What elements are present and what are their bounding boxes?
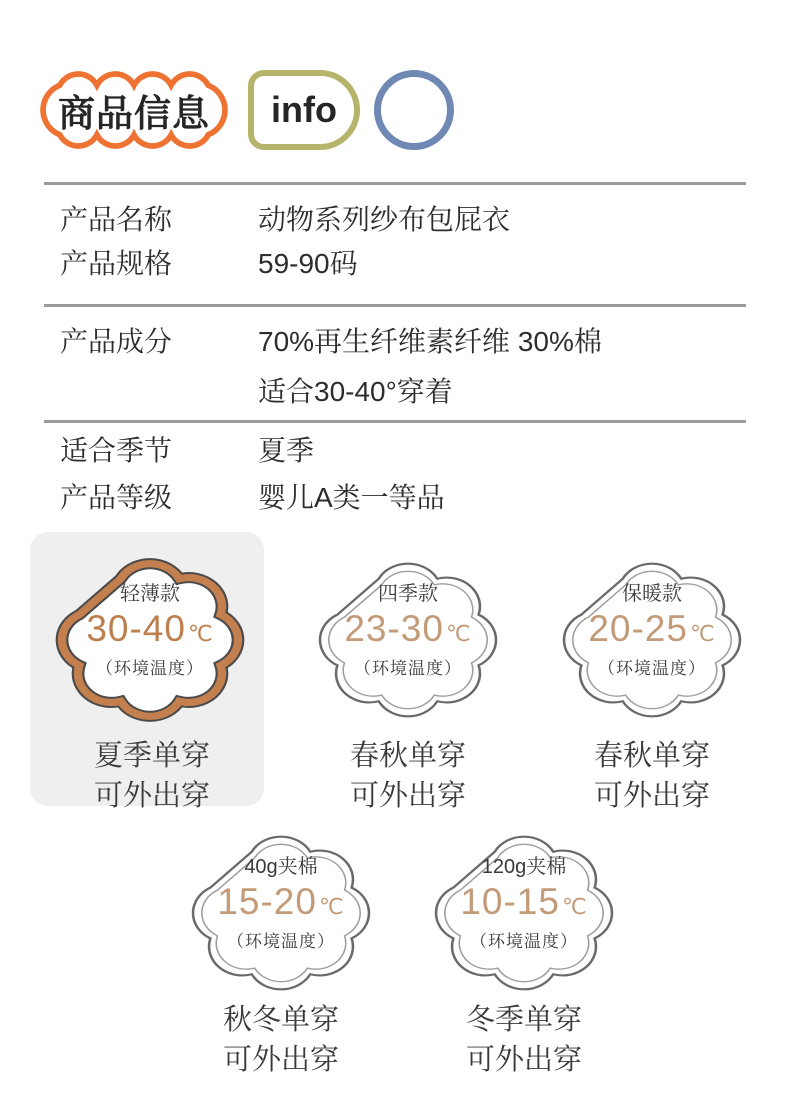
badge-note: （环境温度） <box>470 932 578 951</box>
spec-value-grade: 婴儿A类一等品 <box>258 482 445 513</box>
caption-line1: 夏季单穿 <box>93 740 210 772</box>
badge-caption <box>42 736 262 816</box>
badge-title: 120g夹棉 <box>481 856 567 878</box>
celsius-unit: ℃ <box>561 894 588 919</box>
badge-title: 保暖款 <box>622 583 682 605</box>
caption-line2: 可外出穿 <box>93 780 210 812</box>
badge-caption <box>414 1000 634 1080</box>
spec-value-material: 70%再生纤维素纤维 30%棉 <box>258 326 602 357</box>
celsius-unit: ℃ <box>689 621 716 646</box>
temp-badge-warm <box>554 555 750 725</box>
divider <box>44 182 746 185</box>
header <box>36 70 454 150</box>
spec-value-season: 夏季 <box>258 435 315 466</box>
badge-content <box>310 555 506 725</box>
divider <box>44 304 746 307</box>
badge-caption <box>298 736 518 816</box>
badge-content <box>426 828 622 998</box>
celsius-unit: ℃ <box>445 621 472 646</box>
spec-value-size: 59-90码 <box>258 248 358 279</box>
badge-title: 40g夹棉 <box>244 856 318 878</box>
badge-title: 轻薄款 <box>120 583 180 605</box>
caption-line2: 可外出穿 <box>222 1044 339 1076</box>
circle-decoration <box>374 70 454 150</box>
section-title-badge <box>36 70 232 150</box>
spec-label-material: 产品成分 <box>60 326 173 357</box>
temp-badge-lightweight <box>52 555 248 725</box>
celsius-unit: ℃ <box>318 894 345 919</box>
badge-note: （环境温度） <box>598 659 706 678</box>
badge-content <box>52 555 248 725</box>
badge-caption <box>171 1000 391 1080</box>
badge-title: 四季款 <box>378 583 438 605</box>
spec-label-size: 产品规格 <box>60 248 173 279</box>
caption-line1: 秋冬单穿 <box>222 1004 339 1036</box>
spec-label-name: 产品名称 <box>60 204 173 235</box>
page-title: 商品信息 <box>58 93 210 134</box>
divider <box>44 420 746 423</box>
caption-line2: 可外出穿 <box>593 780 710 812</box>
spec-value-name: 动物系列纱布包屁衣 <box>258 204 511 235</box>
caption-line1: 冬季单穿 <box>465 1004 582 1036</box>
info-badge: info <box>248 70 360 150</box>
badge-temperature: 15-20℃ <box>217 881 345 922</box>
badge-note: （环境温度） <box>354 659 462 678</box>
caption-line2: 可外出穿 <box>465 1044 582 1076</box>
spec-label-grade: 产品等级 <box>60 482 173 513</box>
caption-line2: 可外出穿 <box>349 780 466 812</box>
celsius-unit: ℃ <box>187 621 214 646</box>
temp-badge-four-season <box>310 555 506 725</box>
badge-note: （环境温度） <box>227 932 335 951</box>
badge-caption <box>542 736 762 816</box>
badge-temperature: 20-25℃ <box>588 608 716 649</box>
caption-line1: 春秋单穿 <box>593 740 710 772</box>
temp-badge-40g-padded <box>183 828 379 998</box>
temp-badge-120g-padded <box>426 828 622 998</box>
badge-content <box>554 555 750 725</box>
caption-line1: 春秋单穿 <box>349 740 466 772</box>
badge-temperature: 30-40℃ <box>86 608 214 649</box>
spec-label-season: 适合季节 <box>60 435 173 466</box>
spec-value-material-line2: 适合30-40°穿着 <box>258 376 453 407</box>
badge-temperature: 10-15℃ <box>460 881 588 922</box>
badge-temperature: 23-30℃ <box>344 608 472 649</box>
badge-content <box>183 828 379 998</box>
badge-note: （环境温度） <box>96 659 204 678</box>
